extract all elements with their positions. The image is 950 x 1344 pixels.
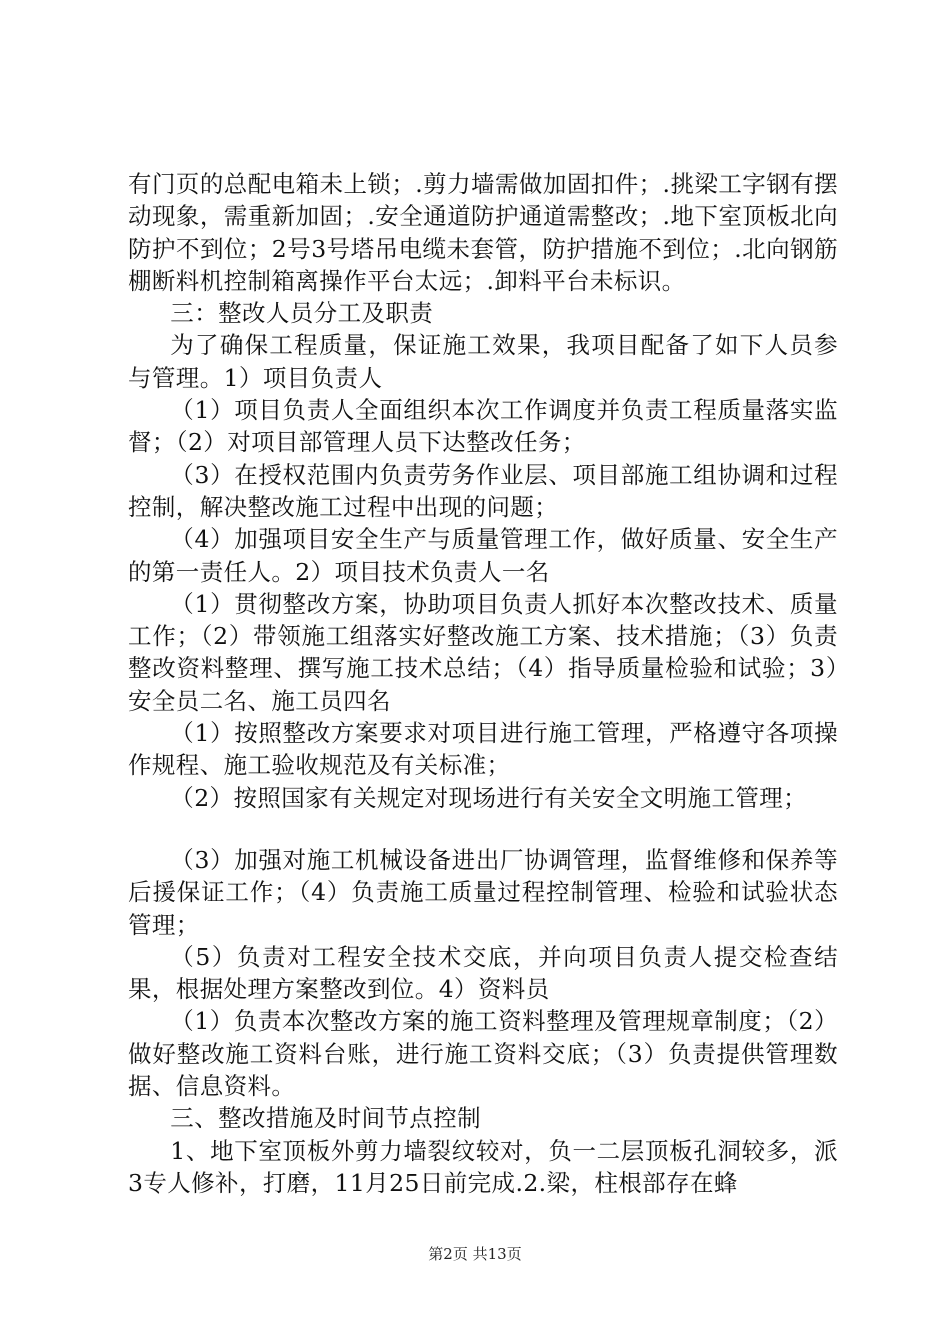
paragraph-tech-lead-duties: （1）贯彻整改方案，协助项目负责人抓好本次整改技术、质量工作；（2）带领施工组落实好整改施工方案、技术措施；（3）负责整改资料整理、撰写施工技术总结；（4）指导质量检验和试验；3）安全员二名、施工员四名 — [128, 589, 838, 715]
paragraph-staff-intro: 为了确保工程质量，保证施工效果，我项目配备了如下人员参与管理。1）项目负责人 — [128, 331, 838, 392]
paragraph-safety-duty-2: （2）按照国家有关规定对现场进行有关安全文明施工管理； — [170, 783, 808, 812]
paragraph-safety-duty-3: （3）加强对施工机械设备进出厂协调管理，监督维修和保养等后援保证工作；（4）负责施工质量过程控制管理、检验和试验状态管理； — [128, 845, 838, 939]
paragraph-safety-duty-1: （1）按照整改方案要求对项目进行施工管理，严格遵守各项操作规程、施工验收规范及有关标准； — [128, 719, 838, 780]
section-heading-staff-duties: 三：整改人员分工及职责 — [170, 299, 434, 328]
paragraph-leader-duty-1: （1）项目负责人全面组织本次工作调度并负责工程质量落实监督；（2）对项目部管理人员下达整改任务； — [128, 396, 838, 457]
paragraph-leader-duty-3: （3）在授权范围内负责劳务作业层、项目部施工组协调和过程控制，解决整改施工过程中出现的问题； — [128, 460, 838, 521]
paragraph-safety-duty-5: （5）负责对工程安全技术交底，并向项目负责人提交检查结果，根据处理方案整改到位。4）资料员 — [128, 942, 838, 1004]
paragraph-measure-1: 1、地下室顶板外剪力墙裂纹较对，负一二层顶板孔洞较多，派3专人修补，打磨，11月25日前完成.2.梁，柱根部存在蜂 — [128, 1136, 838, 1197]
page-number-footer: 第2页 共13页 — [428, 1245, 522, 1263]
paragraph-leader-duty-4: （4）加强项目安全生产与质量管理工作，做好质量、安全生产的第一责任人。2）项目技术负责人一名 — [128, 525, 838, 586]
document-body — [128, 168, 838, 1199]
section-heading-measures: 三、整改措施及时间节点控制 — [170, 1104, 481, 1133]
paragraph-inspection-issues: 有门页的总配电箱未上锁；.剪力墙需做加固扣件；.挑梁工字钢有摆动现象，需重新加固；.安全通道防护通道需整改；.地下室顶板北向防护不到位；2号3号塔吊电缆未套管，防护措施不到位；.北向钢筋棚断料机控制箱离操作平台太远；.卸料平台未标识。 — [128, 170, 838, 295]
paragraph-records-duties: （1）负责本次整改方案的施工资料整理及管理规章制度；（2）做好整改施工资料台账，进行施工资料交底；（3）负责提供管理数据、信息资料。 — [128, 1007, 838, 1101]
